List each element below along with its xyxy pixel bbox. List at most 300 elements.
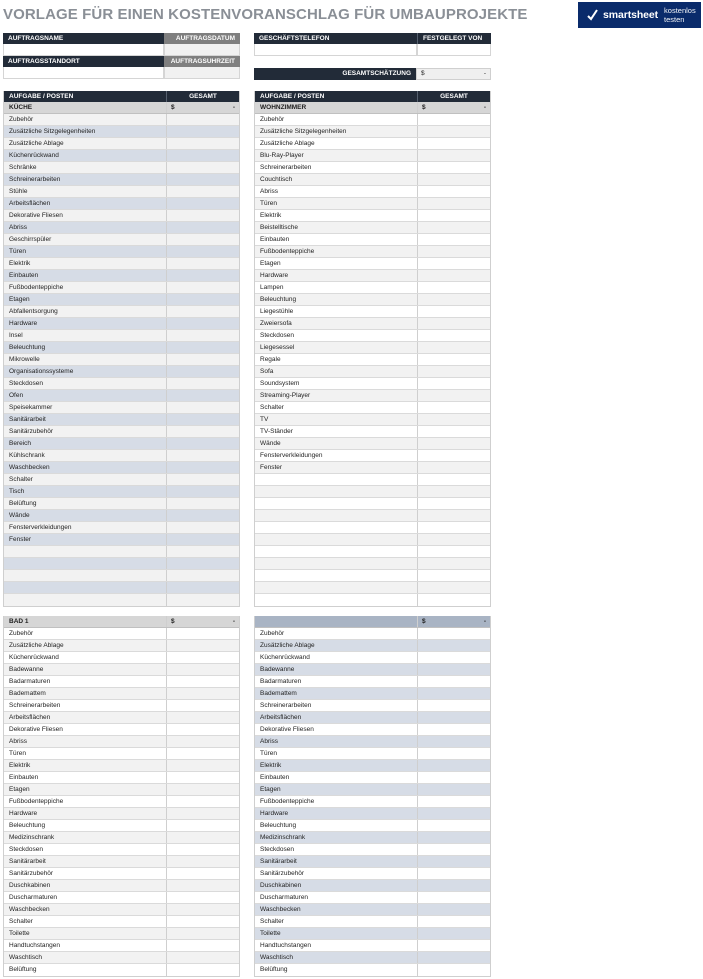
item-total-cell[interactable]	[167, 832, 239, 843]
item-total-cell[interactable]	[167, 534, 239, 545]
item-label	[4, 582, 167, 593]
item-total-cell[interactable]	[418, 916, 490, 927]
table-row	[4, 186, 239, 198]
item-label: Dekorative Fliesen	[4, 210, 167, 221]
item-total-cell[interactable]	[167, 546, 239, 557]
item-total-cell[interactable]	[418, 138, 490, 149]
item-total-cell[interactable]	[167, 628, 239, 639]
item-label: Steckdosen	[4, 378, 167, 389]
item-total-cell[interactable]	[167, 916, 239, 927]
item-total-cell[interactable]	[167, 700, 239, 711]
item-total-cell[interactable]	[167, 510, 239, 521]
item-total-cell[interactable]	[418, 522, 490, 533]
item-total-cell[interactable]	[418, 796, 490, 807]
item-total-cell[interactable]	[167, 450, 239, 461]
item-total-cell[interactable]	[167, 844, 239, 855]
item-label: Fensterverkleidungen	[255, 450, 418, 461]
table-row	[255, 880, 490, 892]
item-total-cell[interactable]	[418, 904, 490, 915]
item-total-cell[interactable]	[418, 808, 490, 819]
item-label: Einbauten	[255, 772, 418, 783]
item-total-cell[interactable]	[418, 342, 490, 353]
item-label: Speisekammer	[4, 402, 167, 413]
item-label: Schränke	[4, 162, 167, 173]
item-total-cell[interactable]	[418, 594, 490, 606]
item-total-cell[interactable]	[418, 186, 490, 197]
item-total-cell[interactable]	[167, 258, 239, 269]
item-label: Waschtisch	[4, 952, 167, 963]
table-row	[255, 916, 490, 928]
item-label	[255, 522, 418, 533]
section-name: BAD 1	[4, 616, 167, 627]
item-total-cell[interactable]	[167, 246, 239, 257]
item-label: Insel	[4, 330, 167, 341]
table-row	[255, 270, 490, 282]
item-total-cell[interactable]	[418, 748, 490, 759]
item-total-cell[interactable]	[167, 270, 239, 281]
job-name-label: AUFTRAGSNAME	[3, 33, 164, 44]
item-total-cell[interactable]	[167, 330, 239, 341]
table-row	[4, 390, 239, 402]
item-total-cell[interactable]	[418, 772, 490, 783]
item-total-cell[interactable]	[167, 318, 239, 329]
table-row	[255, 450, 490, 462]
item-label: Etagen	[4, 784, 167, 795]
item-label: Arbeitsflächen	[4, 712, 167, 723]
item-label: Dekorative Fliesen	[4, 724, 167, 735]
item-total-cell[interactable]	[418, 832, 490, 843]
item-total-cell[interactable]	[418, 150, 490, 161]
table-row	[255, 712, 490, 724]
section-name	[255, 616, 418, 627]
item-total-cell[interactable]	[418, 582, 490, 593]
table-row	[4, 868, 239, 880]
item-label: Zusätzliche Sitzgelegenheiten	[255, 126, 418, 137]
item-total-cell[interactable]	[418, 952, 490, 963]
table-row	[4, 880, 239, 892]
item-label: Mikrowelle	[4, 354, 167, 365]
table-row	[4, 198, 239, 210]
item-total-cell[interactable]	[418, 964, 490, 976]
item-total-cell[interactable]	[167, 688, 239, 699]
item-total-cell[interactable]	[167, 462, 239, 473]
item-total-cell[interactable]	[418, 438, 490, 449]
table-row	[255, 354, 490, 366]
table-row	[4, 126, 239, 138]
item-label	[255, 486, 418, 497]
item-label: Beleuchtung	[255, 820, 418, 831]
item-total-cell[interactable]	[418, 174, 490, 185]
item-total-cell[interactable]	[418, 210, 490, 221]
table-row	[255, 186, 490, 198]
table-row	[255, 748, 490, 760]
item-total-cell[interactable]	[167, 426, 239, 437]
item-total-cell[interactable]	[167, 162, 239, 173]
item-total-cell[interactable]	[167, 582, 239, 593]
item-label: Elektrik	[255, 760, 418, 771]
item-label: Schalter	[255, 402, 418, 413]
living-section-row	[255, 102, 490, 114]
item-label: Zusätzliche Ablage	[4, 640, 167, 651]
item-total-cell[interactable]	[167, 198, 239, 209]
item-total-cell[interactable]	[167, 150, 239, 161]
item-total-cell[interactable]	[167, 868, 239, 879]
item-label: Fußbodenteppiche	[4, 282, 167, 293]
item-total-cell[interactable]	[418, 330, 490, 341]
item-total-cell[interactable]	[167, 820, 239, 831]
item-label: Sanitärzubehör	[4, 426, 167, 437]
table-row	[255, 522, 490, 534]
item-label: Fußbodenteppiche	[4, 796, 167, 807]
item-total-cell[interactable]	[167, 736, 239, 747]
item-total-cell[interactable]	[167, 664, 239, 675]
item-label: Liegesessel	[255, 342, 418, 353]
item-label: Elektrik	[4, 258, 167, 269]
item-label: Fensterverkleidungen	[4, 522, 167, 533]
table-row	[4, 558, 239, 570]
item-total-cell[interactable]	[167, 402, 239, 413]
item-label: Schalter	[4, 474, 167, 485]
item-total-cell[interactable]	[418, 856, 490, 867]
item-total-cell[interactable]	[167, 138, 239, 149]
table-row	[255, 772, 490, 784]
table-row	[4, 904, 239, 916]
task-header: AUFGABE / POSTEN	[4, 91, 167, 102]
item-label: Hardware	[255, 270, 418, 281]
item-total-cell[interactable]	[418, 712, 490, 723]
item-total-cell[interactable]	[167, 210, 239, 221]
table-row	[4, 640, 239, 652]
table-row	[255, 414, 490, 426]
item-total-cell[interactable]	[418, 450, 490, 461]
item-total-cell[interactable]	[167, 522, 239, 533]
item-total-cell[interactable]	[418, 222, 490, 233]
table-row	[255, 760, 490, 772]
item-total-cell[interactable]	[167, 474, 239, 485]
kitchen-table-header	[4, 91, 239, 102]
item-total-cell[interactable]	[167, 796, 239, 807]
item-label: Hardware	[4, 808, 167, 819]
item-label: Zubehör	[255, 114, 418, 125]
job-location-field[interactable]	[3, 67, 164, 79]
item-total-cell[interactable]	[167, 964, 239, 976]
item-total-cell[interactable]	[418, 510, 490, 521]
bath1-table	[3, 616, 240, 977]
item-total-cell[interactable]	[167, 294, 239, 305]
table-row	[4, 676, 239, 688]
item-total-cell[interactable]	[167, 880, 239, 891]
item-total-cell[interactable]	[167, 234, 239, 245]
table-row	[255, 628, 490, 640]
table-row	[4, 724, 239, 736]
item-total-cell[interactable]	[418, 724, 490, 735]
item-label: Küchenrückwand	[255, 652, 418, 663]
item-total-cell[interactable]	[418, 198, 490, 209]
table-row	[255, 892, 490, 904]
item-total-cell[interactable]	[418, 498, 490, 509]
item-total-cell[interactable]	[167, 952, 239, 963]
item-total-cell[interactable]	[418, 114, 490, 125]
item-total-cell[interactable]	[167, 498, 239, 509]
table-row	[255, 832, 490, 844]
item-label: Beleuchtung	[255, 294, 418, 305]
item-total-cell[interactable]	[418, 354, 490, 365]
table-row	[4, 748, 239, 760]
job-time-field[interactable]	[164, 67, 240, 79]
kitchen-rows	[4, 114, 239, 606]
table-row	[4, 952, 239, 964]
item-total-cell[interactable]	[167, 342, 239, 353]
job-date-field[interactable]	[164, 44, 240, 56]
item-label: Türen	[4, 748, 167, 759]
table-row	[255, 928, 490, 940]
item-total-cell[interactable]	[167, 126, 239, 137]
item-label: Abriss	[255, 186, 418, 197]
item-total-cell[interactable]	[167, 904, 239, 915]
item-total-cell[interactable]	[167, 378, 239, 389]
table-row	[4, 808, 239, 820]
item-label: Abriss	[4, 736, 167, 747]
item-total-cell[interactable]	[418, 162, 490, 173]
item-label: Tisch	[4, 486, 167, 497]
item-total-cell[interactable]	[418, 892, 490, 903]
living-table	[254, 91, 491, 607]
table-row	[4, 664, 239, 676]
section-name: WOHNZIMMER	[255, 102, 418, 113]
item-label: Belüftung	[4, 498, 167, 509]
item-total-cell[interactable]	[167, 282, 239, 293]
item-total-cell[interactable]	[167, 390, 239, 401]
item-total-cell[interactable]	[418, 474, 490, 485]
table-row	[4, 246, 239, 258]
item-total-cell[interactable]	[167, 676, 239, 687]
item-label: Etagen	[255, 258, 418, 269]
item-total-cell[interactable]	[167, 928, 239, 939]
table-row	[4, 772, 239, 784]
table-row	[4, 712, 239, 724]
item-total-cell[interactable]	[167, 712, 239, 723]
item-label: Belüftung	[4, 964, 167, 976]
item-label: Arbeitsflächen	[4, 198, 167, 209]
brand-cta: kostenlos testen	[664, 6, 696, 24]
item-total-cell[interactable]	[167, 114, 239, 125]
table-row	[255, 688, 490, 700]
living-table-header	[255, 91, 490, 102]
table-row	[4, 306, 239, 318]
item-label: Zusätzliche Ablage	[255, 138, 418, 149]
table-row	[4, 366, 239, 378]
item-total-cell[interactable]	[167, 222, 239, 233]
item-total-cell[interactable]	[418, 736, 490, 747]
item-label: Waschtisch	[255, 952, 418, 963]
table-row	[4, 438, 239, 450]
table-row	[4, 832, 239, 844]
item-label: Türen	[4, 246, 167, 257]
item-label: Bereich	[4, 438, 167, 449]
item-total-cell[interactable]	[418, 868, 490, 879]
table-row	[4, 928, 239, 940]
bath1-rows	[4, 628, 239, 976]
item-label: Steckdosen	[255, 844, 418, 855]
item-total-cell[interactable]	[418, 700, 490, 711]
bath2-section-row	[255, 616, 490, 628]
item-total-cell[interactable]	[167, 940, 239, 951]
item-total-cell[interactable]	[167, 652, 239, 663]
item-total-cell[interactable]	[418, 306, 490, 317]
item-total-cell[interactable]	[418, 462, 490, 473]
item-total-cell[interactable]	[418, 844, 490, 855]
item-total-cell[interactable]	[418, 282, 490, 293]
item-label: Duscharmaturen	[255, 892, 418, 903]
item-total-cell[interactable]	[167, 856, 239, 867]
item-total-cell[interactable]	[418, 880, 490, 891]
item-total-cell[interactable]	[167, 186, 239, 197]
table-row	[255, 498, 490, 510]
table-row	[4, 688, 239, 700]
table-row	[4, 282, 239, 294]
item-total-cell[interactable]	[418, 270, 490, 281]
item-total-cell[interactable]	[418, 570, 490, 581]
table-row	[255, 438, 490, 450]
item-label: Etagen	[255, 784, 418, 795]
phone-field[interactable]	[254, 44, 417, 56]
table-row	[255, 844, 490, 856]
table-row	[4, 844, 239, 856]
table-row	[255, 294, 490, 306]
item-label: Einbauten	[255, 234, 418, 245]
item-label: TV	[255, 414, 418, 425]
item-total-cell[interactable]	[167, 558, 239, 569]
item-total-cell[interactable]	[167, 760, 239, 771]
item-total-cell[interactable]	[418, 534, 490, 545]
item-label: Fenster	[255, 462, 418, 473]
item-total-cell[interactable]	[418, 378, 490, 389]
table-row	[4, 570, 239, 582]
item-label: Abriss	[255, 736, 418, 747]
item-label: Waschbecken	[4, 462, 167, 473]
item-total-cell[interactable]	[418, 628, 490, 639]
table-row	[4, 700, 239, 712]
item-total-cell[interactable]	[167, 808, 239, 819]
item-total-cell[interactable]	[167, 306, 239, 317]
item-total-cell[interactable]	[418, 640, 490, 651]
item-total-cell[interactable]	[418, 928, 490, 939]
item-label: Schreinerarbeiten	[4, 700, 167, 711]
item-total-cell[interactable]	[167, 640, 239, 651]
phone-label: GESCHÄFTSTELEFON	[254, 33, 417, 44]
item-label: Geschirrspüler	[4, 234, 167, 245]
item-total-cell[interactable]	[418, 664, 490, 675]
total-amount: -	[483, 70, 486, 77]
item-label: Zubehör	[255, 628, 418, 639]
section-total: -	[232, 104, 235, 111]
item-label: Waschbecken	[255, 904, 418, 915]
item-total-cell[interactable]	[418, 294, 490, 305]
kitchen-table	[3, 91, 240, 607]
table-row	[255, 510, 490, 522]
item-total-cell[interactable]	[418, 414, 490, 425]
item-total-cell[interactable]	[418, 258, 490, 269]
table-row	[255, 258, 490, 270]
item-label	[255, 510, 418, 521]
item-total-cell[interactable]	[167, 366, 239, 377]
item-total-cell[interactable]	[418, 558, 490, 569]
item-total-cell[interactable]	[167, 354, 239, 365]
item-total-cell[interactable]	[418, 940, 490, 951]
table-row	[255, 162, 490, 174]
table-row	[4, 234, 239, 246]
section-total: -	[483, 104, 486, 111]
item-total-cell[interactable]	[418, 426, 490, 437]
item-label: Schreinerarbeiten	[255, 162, 418, 173]
item-label: Schalter	[255, 916, 418, 927]
item-label: Zubehör	[4, 628, 167, 639]
table-row	[255, 378, 490, 390]
item-total-cell[interactable]	[167, 772, 239, 783]
job-name-field[interactable]	[3, 44, 164, 56]
item-total-cell[interactable]	[167, 594, 239, 606]
item-total-cell[interactable]	[418, 402, 490, 413]
item-label: Lampen	[255, 282, 418, 293]
item-label: Sanitärzubehör	[4, 868, 167, 879]
set-by-field[interactable]	[417, 44, 491, 56]
set-by-label: FESTGELEGT VON	[417, 33, 491, 44]
item-total-cell[interactable]	[167, 414, 239, 425]
job-info-left	[3, 33, 240, 79]
item-label: Bademattem	[255, 688, 418, 699]
table-row	[4, 628, 239, 640]
item-total-cell[interactable]	[418, 784, 490, 795]
item-total-cell[interactable]	[418, 676, 490, 687]
item-total-cell[interactable]	[418, 366, 490, 377]
item-total-cell[interactable]	[418, 546, 490, 557]
item-total-cell[interactable]	[167, 748, 239, 759]
item-total-cell[interactable]	[418, 688, 490, 699]
table-row	[255, 402, 490, 414]
table-row	[255, 558, 490, 570]
item-label: Beleuchtung	[4, 820, 167, 831]
item-total-cell[interactable]	[418, 390, 490, 401]
item-label: Wände	[255, 438, 418, 449]
item-total-cell[interactable]	[418, 760, 490, 771]
item-total-cell[interactable]	[418, 486, 490, 497]
item-label: Schreinerarbeiten	[4, 174, 167, 185]
item-total-cell[interactable]	[418, 234, 490, 245]
item-label: Badarmaturen	[255, 676, 418, 687]
table-row	[4, 594, 239, 606]
item-total-cell[interactable]	[418, 652, 490, 663]
item-total-cell[interactable]	[167, 174, 239, 185]
item-total-cell[interactable]	[167, 724, 239, 735]
item-label: Fußbodenteppiche	[255, 246, 418, 257]
item-total-cell[interactable]	[167, 784, 239, 795]
item-total-cell[interactable]	[167, 570, 239, 581]
item-label: Badewanne	[4, 664, 167, 675]
item-total-cell[interactable]	[418, 318, 490, 329]
total-header: GESAMT	[189, 93, 217, 100]
item-total-cell[interactable]	[167, 892, 239, 903]
item-total-cell[interactable]	[167, 486, 239, 497]
table-row	[4, 402, 239, 414]
item-total-cell[interactable]	[418, 126, 490, 137]
table-row	[4, 736, 239, 748]
item-total-cell[interactable]	[418, 820, 490, 831]
item-total-cell[interactable]	[418, 246, 490, 257]
table-row	[255, 964, 490, 976]
item-total-cell[interactable]	[167, 438, 239, 449]
smartsheet-trial-button[interactable]	[578, 2, 701, 28]
item-label	[4, 546, 167, 557]
